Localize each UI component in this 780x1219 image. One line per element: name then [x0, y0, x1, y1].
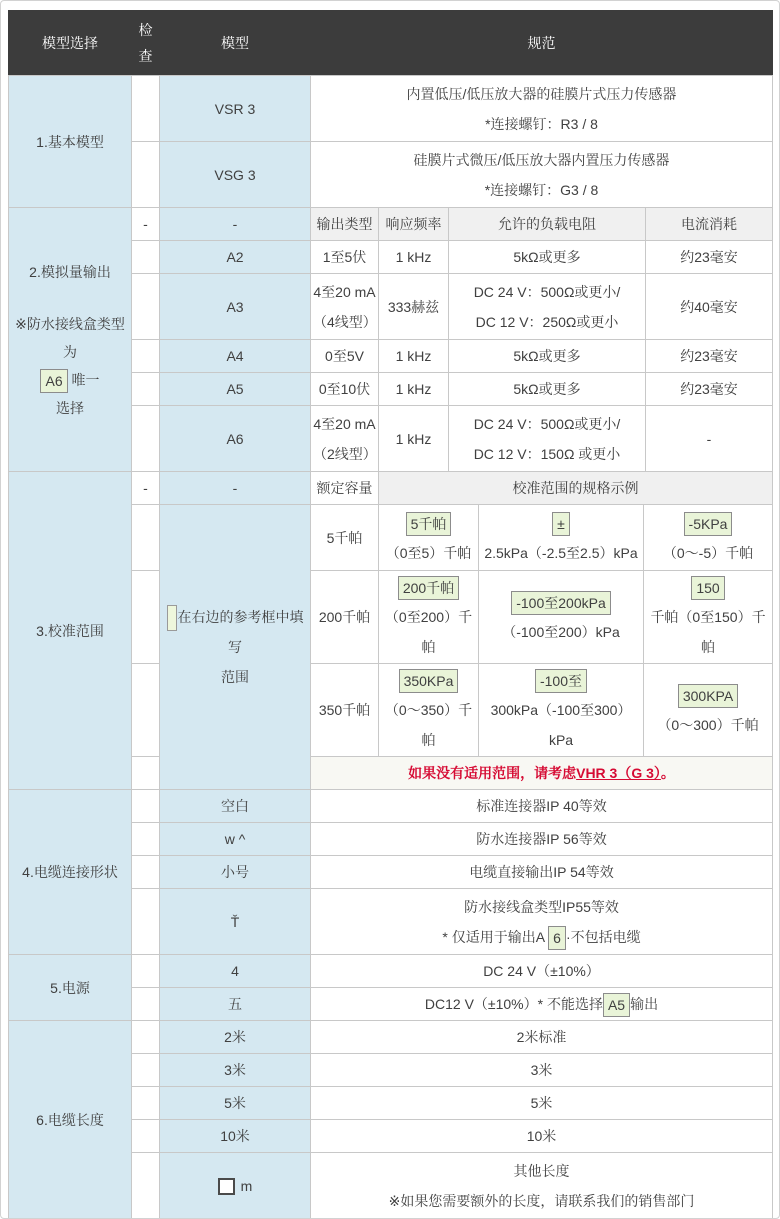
section-title-cable-length: 6.电缆长度 — [9, 1021, 132, 1219]
output-6-badge: 6 — [548, 926, 566, 950]
example-350kpa-2-badge: -100至 — [535, 669, 587, 693]
spec-vsg3 — [311, 142, 773, 208]
example-200kpa-3-badge: 150 — [691, 576, 724, 600]
vhr3-link[interactable]: VHR 3（G 3） — [576, 765, 661, 781]
model-t: Ť — [160, 889, 311, 955]
check-cell-350kpa — [132, 664, 160, 757]
a3-output — [311, 274, 379, 340]
a6-output — [311, 406, 379, 472]
model-a3: A3 — [160, 274, 311, 340]
example-200kpa-2 — [479, 571, 644, 664]
length-checkbox[interactable] — [218, 1178, 235, 1195]
spec-2m: 2米标准 — [311, 1021, 773, 1054]
example-350kpa-2-text: 300kPa（-100至300）kPa — [490, 702, 632, 748]
analog-output-note-3 — [11, 366, 129, 394]
a2-output: 1至5伏 — [311, 241, 379, 274]
range-fill-input[interactable] — [167, 605, 177, 631]
a6-load-line1: DC 24 V：500Ω或更小/ — [473, 415, 621, 432]
model-vsr3: VSR 3 — [160, 76, 311, 142]
section-analog-output — [8, 207, 773, 472]
example-5kpa-3-text: （0～-5）千帕 — [662, 544, 754, 561]
a2-freq: 1 kHz — [379, 241, 449, 274]
spec-vsg3-line1: 硅膜片式微压/低压放大器内置压力传感器 — [413, 151, 670, 168]
spec-t-line2-pre: * 仅适用于输出A — [442, 928, 549, 945]
analog-output-title: 2.模拟量输出 — [29, 263, 111, 280]
spec-other-line2: ※如果您需要额外的长度，请联系我们的销售部门 — [388, 1192, 695, 1209]
a5-output: 0至10伏 — [311, 373, 379, 406]
a2-current: 约23毫安 — [646, 241, 773, 274]
analog-output-note-2: 为 — [63, 343, 77, 360]
subcol-load-resistance: 允许的负载电阻 — [449, 208, 646, 241]
check-cell-3m — [132, 1054, 160, 1087]
length-unit-label: m — [240, 1177, 253, 1194]
spec-t — [311, 889, 773, 955]
model-a6: A6 — [160, 406, 311, 472]
a3-load-line2: DC 12 V：250Ω或更小 — [475, 313, 619, 330]
rated-350kpa: 350千帕 — [311, 664, 379, 757]
section-cable-length — [8, 1020, 773, 1219]
check-cell-a4 — [132, 340, 160, 373]
check-cell-t — [132, 889, 160, 955]
a3-freq: 333赫兹 — [379, 274, 449, 340]
example-5kpa-1 — [379, 505, 479, 571]
example-200kpa-2-text: （-100至200）kPa — [502, 624, 620, 640]
spec-t-line2 — [313, 922, 770, 952]
example-200kpa-2-badge: -100至200kPa — [511, 591, 611, 615]
fill-note-line1 — [162, 602, 308, 662]
check-cell-w — [132, 823, 160, 856]
subcol-rated-capacity: 额定容量 — [311, 472, 379, 505]
section-title-power: 5.电源 — [9, 955, 132, 1021]
spec-vsr3 — [311, 76, 773, 142]
spec-s: 电缆直接输出IP 54等效 — [311, 856, 773, 889]
fill-note-text: 在右边的参考框中填写 — [177, 609, 304, 655]
check-cell-2m — [132, 1021, 160, 1054]
model-s: 小号 — [160, 856, 311, 889]
section-title-analog-output — [9, 208, 132, 472]
check-cell-other — [132, 1153, 160, 1219]
a3-output-line2: （4线型） — [313, 313, 377, 330]
spec-3m: 3米 — [311, 1054, 773, 1087]
spec-t-line2-post: ·不包括电缆 — [565, 928, 641, 945]
check-cell-power-5 — [132, 988, 160, 1021]
model-10m: 10米 — [160, 1120, 311, 1153]
model-2m: 2米 — [160, 1021, 311, 1054]
check-dash: - — [132, 208, 160, 241]
a3-load — [449, 274, 646, 340]
a4-freq: 1 kHz — [379, 340, 449, 373]
no-range-note — [311, 757, 773, 790]
spec-other-line1: 其他长度 — [513, 1162, 570, 1179]
example-350kpa-3-badge: 300KPA — [678, 684, 738, 708]
example-200kpa-3-text: 千帕（0至150）千帕 — [650, 609, 766, 655]
a5-highlight-badge: A5 — [603, 993, 630, 1017]
a6-highlight-badge: A6 — [40, 369, 67, 393]
example-5kpa-1-text: （0至5）千帕 — [385, 544, 472, 561]
example-200kpa-3 — [644, 571, 773, 664]
a3-load-line1: DC 24 V：500Ω或更小/ — [473, 283, 621, 300]
example-5kpa-2-text: 2.5kPa（-2.5至2.5）kPa — [484, 544, 638, 561]
section-cable-connection — [8, 789, 773, 955]
check-cell-note — [132, 757, 160, 790]
model-other-length — [160, 1153, 311, 1219]
section-title-cable-connection: 4.电缆连接形状 — [9, 790, 132, 955]
model-range-fill-note — [160, 505, 311, 790]
check-cell-200kpa — [132, 571, 160, 664]
spec-other-length — [311, 1153, 773, 1219]
check-cell-power-4 — [132, 955, 160, 988]
a6-load — [449, 406, 646, 472]
example-350kpa-1-badge: 350KPa — [399, 669, 459, 693]
section-title-calibration-range: 3.校准范围 — [9, 472, 132, 790]
spec-t-line1: 防水接线盒类型IP55等效 — [464, 898, 619, 915]
example-5kpa-2-badge: ± — [552, 512, 570, 536]
spec-power-4: DC 24 V（±10%） — [311, 955, 773, 988]
spec-vsr3-line2: *连接螺钉：R3 / 8 — [485, 115, 598, 132]
section-calibration-range — [8, 471, 773, 790]
model-3m: 3米 — [160, 1054, 311, 1087]
check-cell-a3 — [132, 274, 160, 340]
model-a2: A2 — [160, 241, 311, 274]
a6-current: - — [646, 406, 773, 472]
check-cell-s — [132, 856, 160, 889]
analog-output-note-after: 唯一 — [71, 371, 100, 388]
subcol-response-freq: 响应频率 — [379, 208, 449, 241]
model-power-5: 五 — [160, 988, 311, 1021]
example-200kpa-1-text: （0至200）千帕 — [384, 609, 473, 655]
check-cell-vsg3 — [132, 142, 160, 208]
a6-output-line1: 4至20 mA — [313, 415, 376, 432]
spec-power-5-pre: DC12 V（±10%）* 不能选择 — [424, 996, 603, 1012]
no-range-note-post: 。 — [660, 765, 675, 781]
example-200kpa-1-badge: 200千帕 — [398, 576, 459, 600]
example-5kpa-1-badge: 5千帕 — [406, 512, 452, 536]
analog-output-note-1: ※防水接线盒类型 — [15, 315, 125, 332]
model-a5: A5 — [160, 373, 311, 406]
spec-5m: 5米 — [311, 1087, 773, 1120]
no-range-note-pre: 如果没有适用范围，请考虑 — [408, 765, 577, 781]
spec-vsr3-line1: 内置低压/低压放大器的硅膜片式压力传感器 — [406, 85, 677, 102]
check-cell-10m — [132, 1120, 160, 1153]
col-header-check: 检查 — [132, 11, 160, 76]
a6-output-line2: （2线型） — [313, 445, 377, 462]
check-cell-5m — [132, 1087, 160, 1120]
check-cell-a6 — [132, 406, 160, 472]
a5-freq: 1 kHz — [379, 373, 449, 406]
spec-blank: 标准连接器IP 40等效 — [311, 790, 773, 823]
section-power — [8, 954, 773, 1021]
model-a4: A4 — [160, 340, 311, 373]
a4-output: 0至5V — [311, 340, 379, 373]
model-dash-s3: - — [160, 472, 311, 505]
check-cell-a5 — [132, 373, 160, 406]
col-header-model: 模型 — [160, 11, 311, 76]
rated-200kpa: 200千帕 — [311, 571, 379, 664]
a6-freq: 1 kHz — [379, 406, 449, 472]
section-basic-model — [8, 75, 773, 208]
model-5m: 5米 — [160, 1087, 311, 1120]
col-header-model-selection: 模型选择 — [9, 11, 132, 76]
check-cell-range — [132, 505, 160, 571]
analog-output-note-4: 选择 — [56, 399, 84, 416]
table-header — [8, 10, 773, 76]
example-200kpa-1 — [379, 571, 479, 664]
example-5kpa-3 — [644, 505, 773, 571]
subcol-current: 电流消耗 — [646, 208, 773, 241]
check-dash-s3: - — [132, 472, 160, 505]
example-350kpa-2 — [479, 664, 644, 757]
spec-vsg3-line2: *连接螺钉：G3 / 8 — [484, 181, 599, 198]
a4-current: 约23毫安 — [646, 340, 773, 373]
a4-load: 5kΩ或更多 — [449, 340, 646, 373]
example-350kpa-3-text: （0～300）千帕 — [657, 717, 759, 733]
model-power-4: 4 — [160, 955, 311, 988]
spec-power-5-post: 输出 — [630, 996, 659, 1012]
check-cell-blank — [132, 790, 160, 823]
spec-10m: 10米 — [311, 1120, 773, 1153]
model-vsg3: VSG 3 — [160, 142, 311, 208]
example-350kpa-1 — [379, 664, 479, 757]
spec-power-5 — [311, 988, 773, 1021]
example-5kpa-3-badge: -5KPa — [684, 512, 733, 536]
check-cell-vsr3 — [132, 76, 160, 142]
model-dash: - — [160, 208, 311, 241]
col-header-spec: 规范 — [311, 11, 773, 76]
fill-note-line2: 范围 — [221, 669, 249, 685]
check-cell-a2 — [132, 241, 160, 274]
a5-load: 5kΩ或更多 — [449, 373, 646, 406]
example-5kpa-2 — [479, 505, 644, 571]
subcol-calibration-example: 校准范围的规格示例 — [379, 472, 773, 505]
subcol-output-type: 输出类型 — [311, 208, 379, 241]
model-blank: 空白 — [160, 790, 311, 823]
example-350kpa-3 — [644, 664, 773, 757]
a3-output-line1: 4至20 mA — [313, 283, 376, 300]
a6-load-line2: DC 12 V：150Ω 或更小 — [473, 445, 621, 462]
a2-load: 5kΩ或更多 — [449, 241, 646, 274]
a5-current: 约23毫安 — [646, 373, 773, 406]
section-title-basic-model: 1.基本模型 — [9, 76, 132, 208]
rated-5kpa: 5千帕 — [311, 505, 379, 571]
example-350kpa-1-text: （0～350）千帕 — [384, 702, 473, 748]
a3-current: 约40毫安 — [646, 274, 773, 340]
model-w: w ^ — [160, 823, 311, 856]
spec-w: 防水连接器IP 56等效 — [311, 823, 773, 856]
